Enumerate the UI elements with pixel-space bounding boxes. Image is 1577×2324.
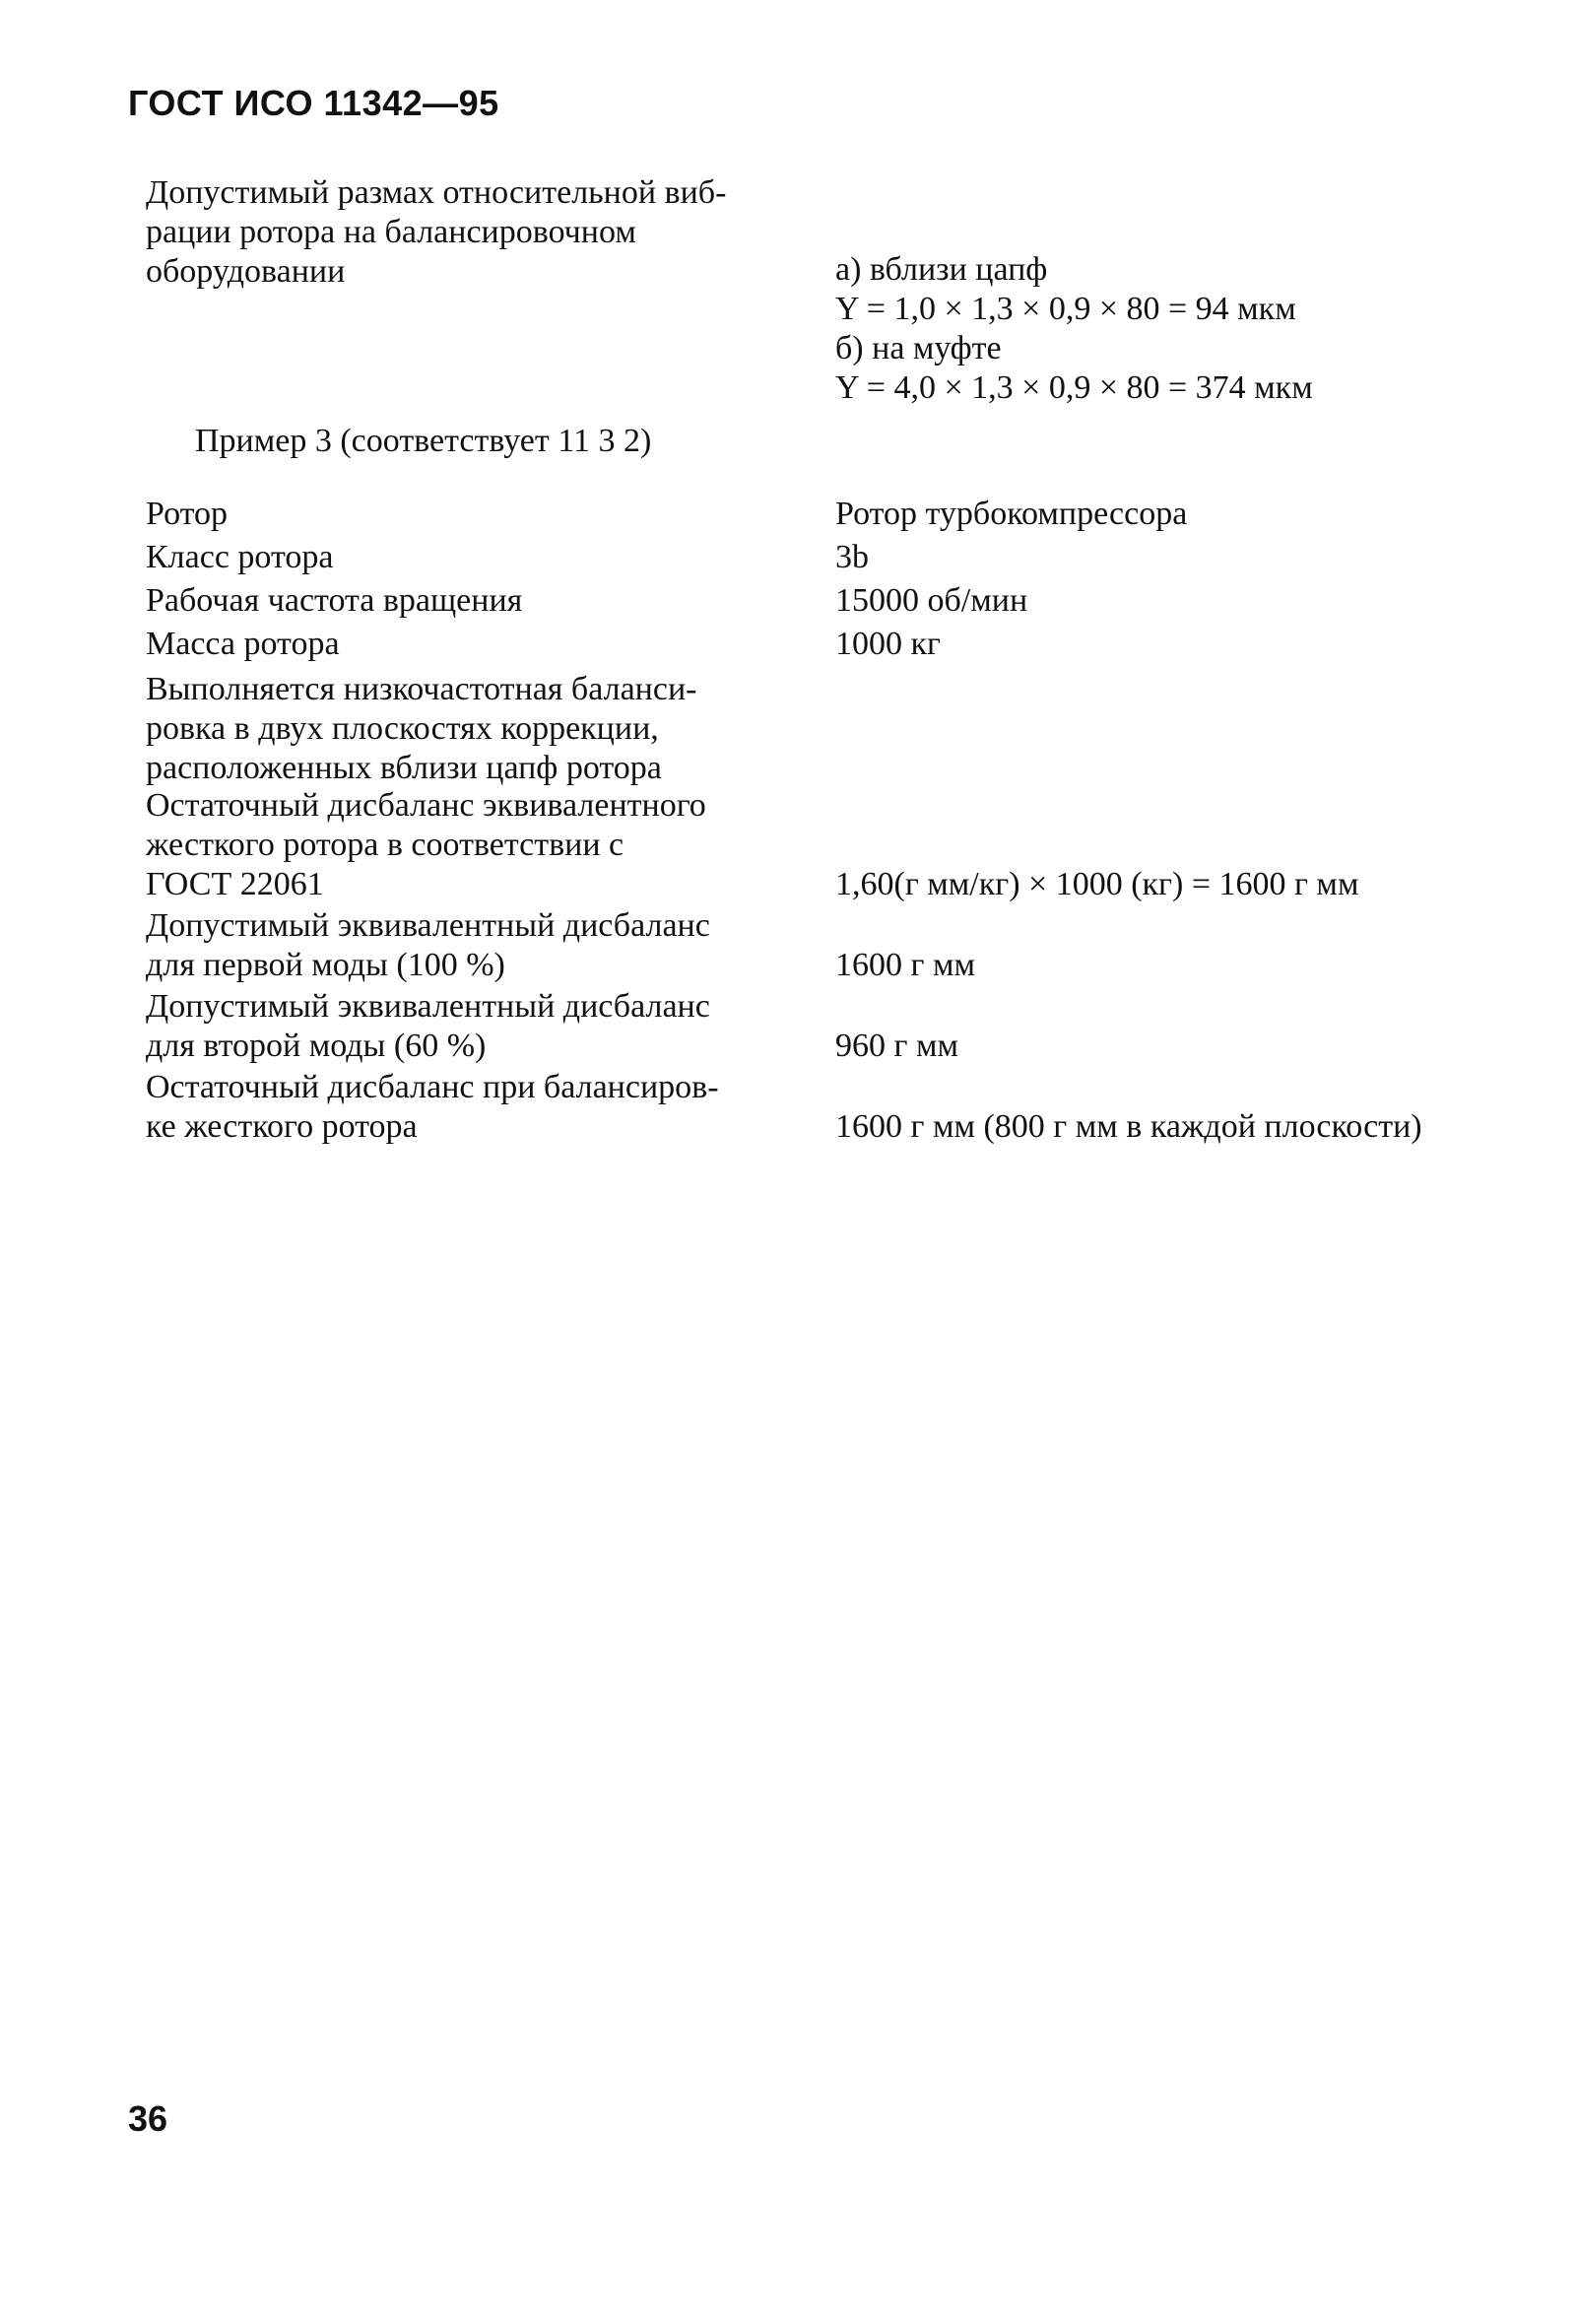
label-line: Допустимый эквивалентный дисбаланс — [146, 907, 710, 944]
value-line: а) вблизи цапф — [835, 251, 1048, 288]
label-line: Класс ротора — [146, 539, 334, 575]
row-label — [146, 987, 796, 1066]
label-line: ГОСТ 22061 — [146, 866, 324, 902]
row-value: Ротор турбокомпрессора — [835, 496, 1188, 532]
value-line: Y = 1,0 × 1,3 × 0,9 × 80 = 94 мкм — [835, 291, 1296, 327]
label-line: Рабочая частота вращения — [146, 582, 523, 619]
row-value: 960 г мм — [835, 1028, 958, 1064]
row-label — [146, 906, 796, 985]
row-label — [146, 581, 796, 621]
top-item-value — [835, 250, 1525, 408]
value-line: б) на муфте — [835, 330, 1002, 366]
row-label — [146, 670, 796, 788]
label-line: для первой моды (100 %) — [146, 947, 505, 983]
example-heading: Пример 3 (соответствует 11 3 2) — [195, 423, 652, 459]
row-value: 1000 кг — [835, 626, 941, 662]
label-line: Ротор — [146, 496, 229, 532]
label-line: ровка в двух плоскостях коррекции, — [146, 710, 659, 747]
row-value: 1,60(г мм/кг) × 1000 (кг) = 1600 г мм — [835, 866, 1359, 902]
row-value: 15000 об/мин — [835, 582, 1028, 619]
row-value: 3b — [835, 539, 869, 575]
label-line: расположенных вблизи цапф ротора — [146, 750, 662, 786]
row-label — [146, 1068, 796, 1147]
top-item-label — [146, 173, 796, 292]
label-line: оборудовании — [146, 253, 346, 290]
row-label — [146, 625, 796, 664]
document-header: ГОСТ ИСО 11342—95 — [128, 83, 499, 123]
label-line: Выполняется низкочастотная баланси- — [146, 671, 697, 707]
label-line: рации ротора на балансировочном — [146, 214, 636, 250]
label-line: Масса ротора — [146, 626, 340, 662]
row-label — [146, 495, 796, 534]
value-line: Y = 4,0 × 1,3 × 0,9 × 80 = 374 мкм — [835, 369, 1313, 406]
row-value: 1600 г мм — [835, 947, 975, 983]
label-line: для второй моды (60 %) — [146, 1028, 487, 1064]
page-number: 36 — [128, 2098, 168, 2139]
row-value: 1600 г мм (800 г мм в каждой плоскости) — [835, 1108, 1422, 1145]
label-line: жесткого ротора в соответствии с — [146, 827, 624, 863]
label-line: Остаточный дисбаланс эквивалентного — [146, 787, 706, 824]
label-line: Допустимый эквивалентный дисбаланс — [146, 988, 710, 1025]
label-line: Остаточный дисбаланс при балансиров- — [146, 1069, 719, 1105]
row-label — [146, 786, 796, 904]
row-label — [146, 538, 796, 577]
label-line: ке жесткого ротора — [146, 1108, 418, 1145]
label-line: Допустимый размах относительной виб- — [146, 174, 727, 211]
